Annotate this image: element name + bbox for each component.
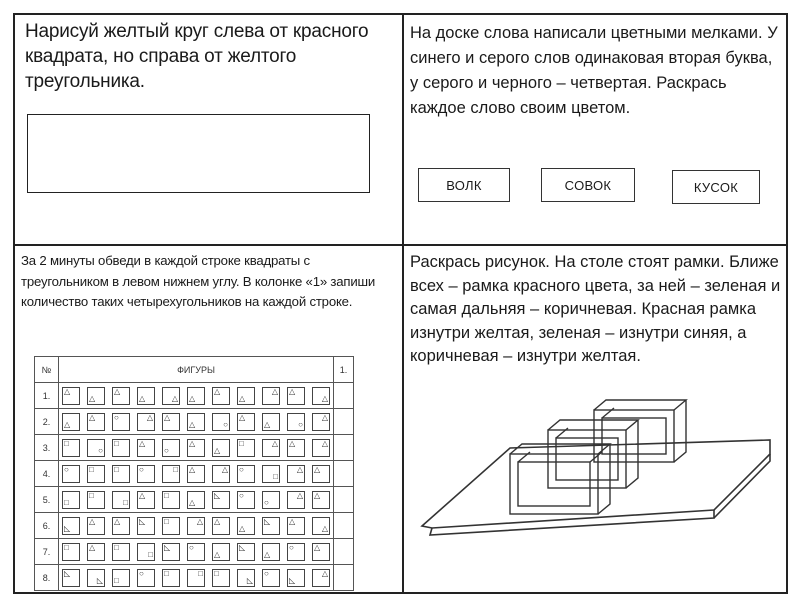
figure-square[interactable] <box>187 543 205 561</box>
table-row <box>35 513 354 539</box>
figure-square[interactable] <box>162 465 180 483</box>
figure-square[interactable] <box>212 543 230 561</box>
figure-square[interactable] <box>212 439 230 457</box>
triangle-icon: △ <box>314 490 321 500</box>
row-number: 5. <box>35 487 59 513</box>
figure-square[interactable] <box>262 465 280 483</box>
figure-square[interactable] <box>237 413 255 431</box>
corner-triangle-icon: ◺ <box>239 542 246 552</box>
square-icon: □ <box>64 497 69 507</box>
figure-square[interactable] <box>137 517 155 535</box>
square-icon: □ <box>214 568 219 578</box>
row-figures <box>59 383 334 409</box>
figure-square[interactable] <box>237 465 255 483</box>
triangle-icon: △ <box>189 393 196 403</box>
square-icon: □ <box>64 542 69 552</box>
figure-square[interactable] <box>262 387 280 405</box>
figure-square[interactable] <box>137 569 155 587</box>
task-4-panel <box>404 246 790 596</box>
task-3-panel <box>15 246 402 596</box>
figure-square[interactable] <box>287 569 305 587</box>
figure-square[interactable] <box>212 517 230 535</box>
circle-icon: ○ <box>164 445 169 455</box>
figure-square[interactable] <box>237 543 255 561</box>
figure-square[interactable] <box>237 439 255 457</box>
figure-square[interactable] <box>112 517 130 535</box>
row-figures <box>59 487 334 513</box>
task-2-text: На доске слова написали цветными мелками. У синего и серого слов одинаковая вторая буква, у серого и черного – четвертая. Раскрась каждое слово своим цветом. <box>410 24 778 117</box>
square-icon: □ <box>273 471 278 481</box>
figure-square[interactable] <box>262 491 280 509</box>
figure-square[interactable] <box>87 439 105 457</box>
triangle-icon: △ <box>189 464 196 474</box>
figure-square[interactable] <box>87 517 105 535</box>
triangle-icon: △ <box>264 419 271 429</box>
triangle-icon: △ <box>214 445 221 455</box>
figure-square[interactable] <box>137 439 155 457</box>
figure-square[interactable] <box>312 543 330 561</box>
square-icon: □ <box>164 568 169 578</box>
figure-square[interactable] <box>137 543 155 561</box>
circle-icon: ○ <box>289 542 294 552</box>
row-number: 1. <box>35 383 59 409</box>
triangle-icon: △ <box>164 412 171 422</box>
triangle-icon: △ <box>89 516 96 526</box>
figure-square[interactable] <box>212 413 230 431</box>
figure-square[interactable] <box>287 491 305 509</box>
triangle-icon: △ <box>64 386 71 396</box>
task-3-text: За 2 минуты обведи в каждой строке квадраты с треугольником в левом нижнем углу. В колонке «1» запиши количество таких четырехугольников на каждой строке. <box>21 253 376 309</box>
task-4-text: Раскрась рисунок. На столе стоят рамки. Ближе всех – рамка красного цвета, за ней – зеленая и самая дальняя – коричневая. Красная рамка изнутри желтая, зеленая – изнутри синяя, а коричневая – изнутри желтая. <box>410 253 781 366</box>
triangle-icon: △ <box>314 542 321 552</box>
figure-square[interactable] <box>162 413 180 431</box>
figure-square[interactable] <box>312 439 330 457</box>
corner-triangle-icon: ◺ <box>64 568 71 578</box>
figure-square[interactable] <box>62 387 80 405</box>
triangle-icon: △ <box>264 549 271 559</box>
corner-triangle-icon: ◺ <box>64 523 71 533</box>
square-icon: □ <box>164 490 169 500</box>
circle-icon: ○ <box>239 464 244 474</box>
triangle-icon: △ <box>89 542 96 552</box>
header-number: № <box>35 357 59 383</box>
corner-triangle-icon: ◺ <box>164 542 171 552</box>
triangle-icon: △ <box>321 438 328 448</box>
figure-square[interactable] <box>212 465 230 483</box>
row-figures <box>59 565 334 591</box>
table-row <box>35 435 354 461</box>
figures-table <box>34 356 354 591</box>
square-icon: □ <box>164 516 169 526</box>
figure-square[interactable] <box>187 465 205 483</box>
figure-square[interactable] <box>87 387 105 405</box>
triangle-icon: △ <box>271 386 278 396</box>
row-figures <box>59 513 334 539</box>
circle-icon: ○ <box>189 542 194 552</box>
figure-square[interactable] <box>287 413 305 431</box>
task-2-panel <box>404 15 790 244</box>
figure-square[interactable] <box>62 465 80 483</box>
triangle-icon: △ <box>289 438 296 448</box>
row-answer-cell[interactable] <box>334 435 354 461</box>
header-answer: 1. <box>334 357 354 383</box>
triangle-icon: △ <box>271 438 278 448</box>
figure-square[interactable] <box>162 387 180 405</box>
row-number: 3. <box>35 435 59 461</box>
figure-square[interactable] <box>137 387 155 405</box>
header-figures: ФИГУРЫ <box>59 357 334 383</box>
triangle-icon: △ <box>189 438 196 448</box>
triangle-icon: △ <box>321 568 328 578</box>
word-box-kusok[interactable]: КУСОК <box>672 170 760 204</box>
drawing-answer-box[interactable] <box>27 114 370 193</box>
table-row <box>35 539 354 565</box>
figure-square[interactable] <box>62 413 80 431</box>
figure-square[interactable] <box>262 439 280 457</box>
triangle-icon: △ <box>221 464 228 474</box>
figure-square[interactable] <box>112 491 130 509</box>
figure-square[interactable] <box>112 543 130 561</box>
figures-table-body <box>35 383 354 591</box>
figure-square[interactable] <box>237 387 255 405</box>
triangle-icon: △ <box>139 490 146 500</box>
figure-square[interactable] <box>62 569 80 587</box>
triangle-icon: △ <box>296 464 303 474</box>
circle-icon: ○ <box>98 445 103 455</box>
row-figures <box>59 409 334 435</box>
square-icon: □ <box>148 549 153 559</box>
figure-square[interactable] <box>87 465 105 483</box>
corner-triangle-icon: ◺ <box>289 575 296 585</box>
word-box-volk[interactable]: ВОЛК <box>418 168 510 202</box>
figure-square[interactable] <box>162 517 180 535</box>
figure-square[interactable] <box>112 465 130 483</box>
table-row <box>35 461 354 487</box>
square-icon: □ <box>239 438 244 448</box>
square-icon: □ <box>64 438 69 448</box>
figure-square[interactable] <box>87 569 105 587</box>
figure-square[interactable] <box>312 465 330 483</box>
triangle-icon: △ <box>296 490 303 500</box>
triangle-icon: △ <box>239 393 246 403</box>
figure-square[interactable] <box>212 569 230 587</box>
triangle-icon: △ <box>214 549 221 559</box>
figure-square[interactable] <box>162 569 180 587</box>
table-row <box>35 383 354 409</box>
triangle-icon: △ <box>214 386 221 396</box>
triangle-icon: △ <box>189 497 196 507</box>
circle-icon: ○ <box>114 412 119 422</box>
square-icon: □ <box>89 490 94 500</box>
row-answer-cell[interactable] <box>334 383 354 409</box>
row-answer-cell[interactable] <box>334 539 354 565</box>
triangle-icon: △ <box>321 523 328 533</box>
figure-square[interactable] <box>112 569 130 587</box>
figure-square[interactable] <box>187 569 205 587</box>
circle-icon: ○ <box>223 419 228 429</box>
figure-square[interactable] <box>112 387 130 405</box>
figure-square[interactable] <box>162 439 180 457</box>
row-number: 4. <box>35 461 59 487</box>
square-icon: □ <box>114 438 119 448</box>
figure-square[interactable] <box>162 543 180 561</box>
corner-triangle-icon: ◺ <box>246 575 253 585</box>
triangle-icon: △ <box>64 419 71 429</box>
triangle-icon: △ <box>89 393 96 403</box>
figure-square[interactable] <box>62 439 80 457</box>
corner-triangle-icon: ◺ <box>96 575 103 585</box>
circle-icon: ○ <box>139 568 144 578</box>
corner-triangle-icon: ◺ <box>264 516 271 526</box>
figure-square[interactable] <box>187 439 205 457</box>
triangle-icon: △ <box>239 523 246 533</box>
row-number: 8. <box>35 565 59 591</box>
figure-square[interactable] <box>187 517 205 535</box>
task-1-text: Нарисуй желтый круг слева от красного квадрата, но справа от желтого треугольника. <box>25 21 369 92</box>
triangle-icon: △ <box>114 386 121 396</box>
task-1-panel <box>15 15 402 244</box>
figure-square[interactable] <box>137 465 155 483</box>
table-row <box>35 487 354 513</box>
figure-square[interactable] <box>237 569 255 587</box>
row-figures <box>59 461 334 487</box>
row-number: 2. <box>35 409 59 435</box>
figure-square[interactable] <box>287 387 305 405</box>
triangle-icon: △ <box>171 393 178 403</box>
figure-square[interactable] <box>187 413 205 431</box>
figure-square[interactable] <box>287 517 305 535</box>
figure-square[interactable] <box>62 543 80 561</box>
figure-square[interactable] <box>237 491 255 509</box>
frames <box>510 400 686 514</box>
figure-square[interactable] <box>312 517 330 535</box>
triangle-icon: △ <box>146 412 153 422</box>
square-icon: □ <box>114 542 119 552</box>
figure-square[interactable] <box>262 569 280 587</box>
frames-on-table-drawing[interactable] <box>414 398 780 548</box>
figure-square[interactable] <box>287 439 305 457</box>
square-icon: □ <box>114 464 119 474</box>
figure-square[interactable] <box>237 517 255 535</box>
triangle-icon: △ <box>214 516 221 526</box>
triangle-icon: △ <box>321 393 328 403</box>
figure-square[interactable] <box>262 413 280 431</box>
figure-square[interactable] <box>212 387 230 405</box>
square-icon: □ <box>114 575 119 585</box>
figure-square[interactable] <box>87 491 105 509</box>
row-answer-cell[interactable] <box>334 487 354 513</box>
circle-icon: ○ <box>139 464 144 474</box>
circle-icon: ○ <box>298 419 303 429</box>
figure-square[interactable] <box>87 413 105 431</box>
corner-triangle-icon: ◺ <box>214 490 221 500</box>
figure-square[interactable] <box>62 517 80 535</box>
triangle-icon: △ <box>196 516 203 526</box>
figure-square[interactable] <box>312 491 330 509</box>
row-answer-cell[interactable] <box>334 565 354 591</box>
triangle-icon: △ <box>314 464 321 474</box>
row-figures <box>59 539 334 565</box>
triangle-icon: △ <box>114 516 121 526</box>
figure-square[interactable] <box>87 543 105 561</box>
figure-square[interactable] <box>287 465 305 483</box>
word-box-sovok[interactable]: СОВОК <box>541 168 635 202</box>
row-answer-cell[interactable] <box>334 461 354 487</box>
triangle-icon: △ <box>139 438 146 448</box>
figure-square[interactable] <box>162 491 180 509</box>
figure-square[interactable] <box>312 387 330 405</box>
row-number: 7. <box>35 539 59 565</box>
figure-square[interactable] <box>262 517 280 535</box>
figure-square[interactable] <box>262 543 280 561</box>
row-figures <box>59 435 334 461</box>
triangle-icon: △ <box>321 412 328 422</box>
figure-square[interactable] <box>62 491 80 509</box>
square-icon: □ <box>173 464 178 474</box>
triangle-icon: △ <box>239 412 246 422</box>
row-number: 6. <box>35 513 59 539</box>
figure-square[interactable] <box>312 569 330 587</box>
table-row <box>35 409 354 435</box>
figure-square[interactable] <box>137 413 155 431</box>
square-icon: □ <box>89 464 94 474</box>
figure-square[interactable] <box>137 491 155 509</box>
circle-icon: ○ <box>239 490 244 500</box>
row-answer-cell[interactable] <box>334 409 354 435</box>
triangle-icon: △ <box>139 393 146 403</box>
figure-square[interactable] <box>187 387 205 405</box>
circle-icon: ○ <box>64 464 69 474</box>
triangle-icon: △ <box>89 412 96 422</box>
square-icon: □ <box>198 568 203 578</box>
figure-square[interactable] <box>287 543 305 561</box>
triangle-icon: △ <box>289 516 296 526</box>
figure-square[interactable] <box>212 491 230 509</box>
circle-icon: ○ <box>264 568 269 578</box>
worksheet <box>13 13 788 594</box>
triangle-icon: △ <box>289 386 296 396</box>
corner-triangle-icon: ◺ <box>139 516 146 526</box>
square-icon: □ <box>123 497 128 507</box>
figure-square[interactable] <box>187 491 205 509</box>
figure-square[interactable] <box>312 413 330 431</box>
figure-square[interactable] <box>112 413 130 431</box>
table-row <box>35 565 354 591</box>
triangle-icon: △ <box>189 419 196 429</box>
figure-square[interactable] <box>112 439 130 457</box>
circle-icon: ○ <box>264 497 269 507</box>
row-answer-cell[interactable] <box>334 513 354 539</box>
